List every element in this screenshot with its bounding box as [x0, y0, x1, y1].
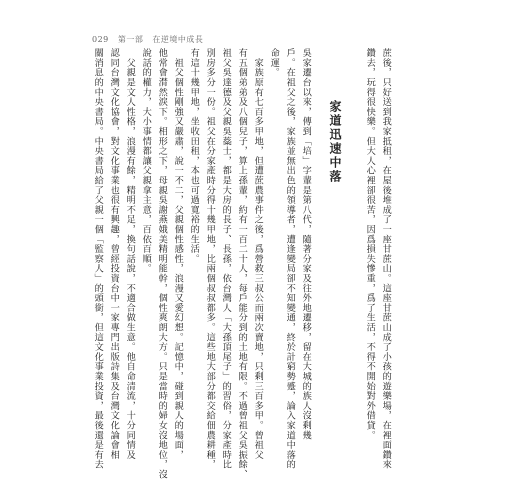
section-heading: 家道迅速中落 [328, 100, 342, 184]
text-column: 蔗後，只好送到我家抵租，在屋後堆成了一座甘蔗山。這座甘蔗山成了小孩的遊樂場，在裡面鑽來 [380, 48, 392, 470]
text-column: 命運。 [268, 48, 280, 78]
text-column: 認同台灣文化協會，對文化事業也很有興趣，曾經投資台中一家專門出版詩集及台灣文化論會相 [108, 48, 120, 460]
part-label: 第一部 [117, 35, 144, 44]
text-column: 家族原有七百多甲地，但遭蔗農事件之後，爲營救三叔公而兩次賣地，只剩三百多甲。曾祖父 [252, 48, 264, 460]
running-header [92, 34, 209, 45]
text-column: 父親是文人性格，浪漫有餘，精明不足，換句話說，不適合做生意。他自命清流，十分同情及 [124, 48, 136, 460]
text-column: 別房多分一份。祖父在分家產時分得十幾甲地，比兩個叔叔都多。這些地大部分都交給佃農耕種， [204, 48, 216, 470]
text-column: 有五個弟弟及八個兒子，算上孫輩，約有一百二十人，每戶能分到的土地有限。不過曾祖父吳振餘、 [236, 48, 248, 480]
section-title: 在逆境中成長 [152, 35, 204, 44]
text-column: 說話的權力，大小事情都讓父親拿主意，百依百順。 [140, 48, 152, 274]
text-column: 關消息的中央書局。中央書局給了父親一個「監察人」的頭銜，但這文化事業投資，最後還是有去 [92, 48, 104, 470]
page-number: 029 [92, 35, 109, 44]
text-column: 祖父個性剛強又嚴肅，說一不二，父親個性感性，浪漫又愛幻想。記憶中，碰到親人的場面， [172, 48, 184, 460]
text-column: 戶。在祖父之後，家族並無出色的領導者，遭逢變局卻不知變通，終於計窮勢蹙，論入家道中落的 [284, 48, 296, 470]
text-column: 鑽去，玩得很快樂。但大人心裡卻很苦，因爲損失慘重，爲了生活，不得不開始對外借貸。 [364, 48, 376, 440]
text-column: 吳家遷台以來，傳到「培」字輩是第八代，隨著分家及往外地遷移，留在大城的族人沒剩幾 [300, 48, 312, 440]
text-column: 有這十幾甲地，坐收田租，本也可過寬裕的生活。 [188, 48, 200, 264]
text-column: 祖父吳達德及父親吳蘂士，都是大房的長子、長孫，依台灣人「大孫頂尾子」的習俗，分家產時比 [220, 48, 232, 470]
text-column: 他常會潸然淚下。相形之下，母親吳謝燕娥美精明能幹，個性爽朗大方。只是當時的婦女沒地位，沒 [156, 48, 168, 480]
